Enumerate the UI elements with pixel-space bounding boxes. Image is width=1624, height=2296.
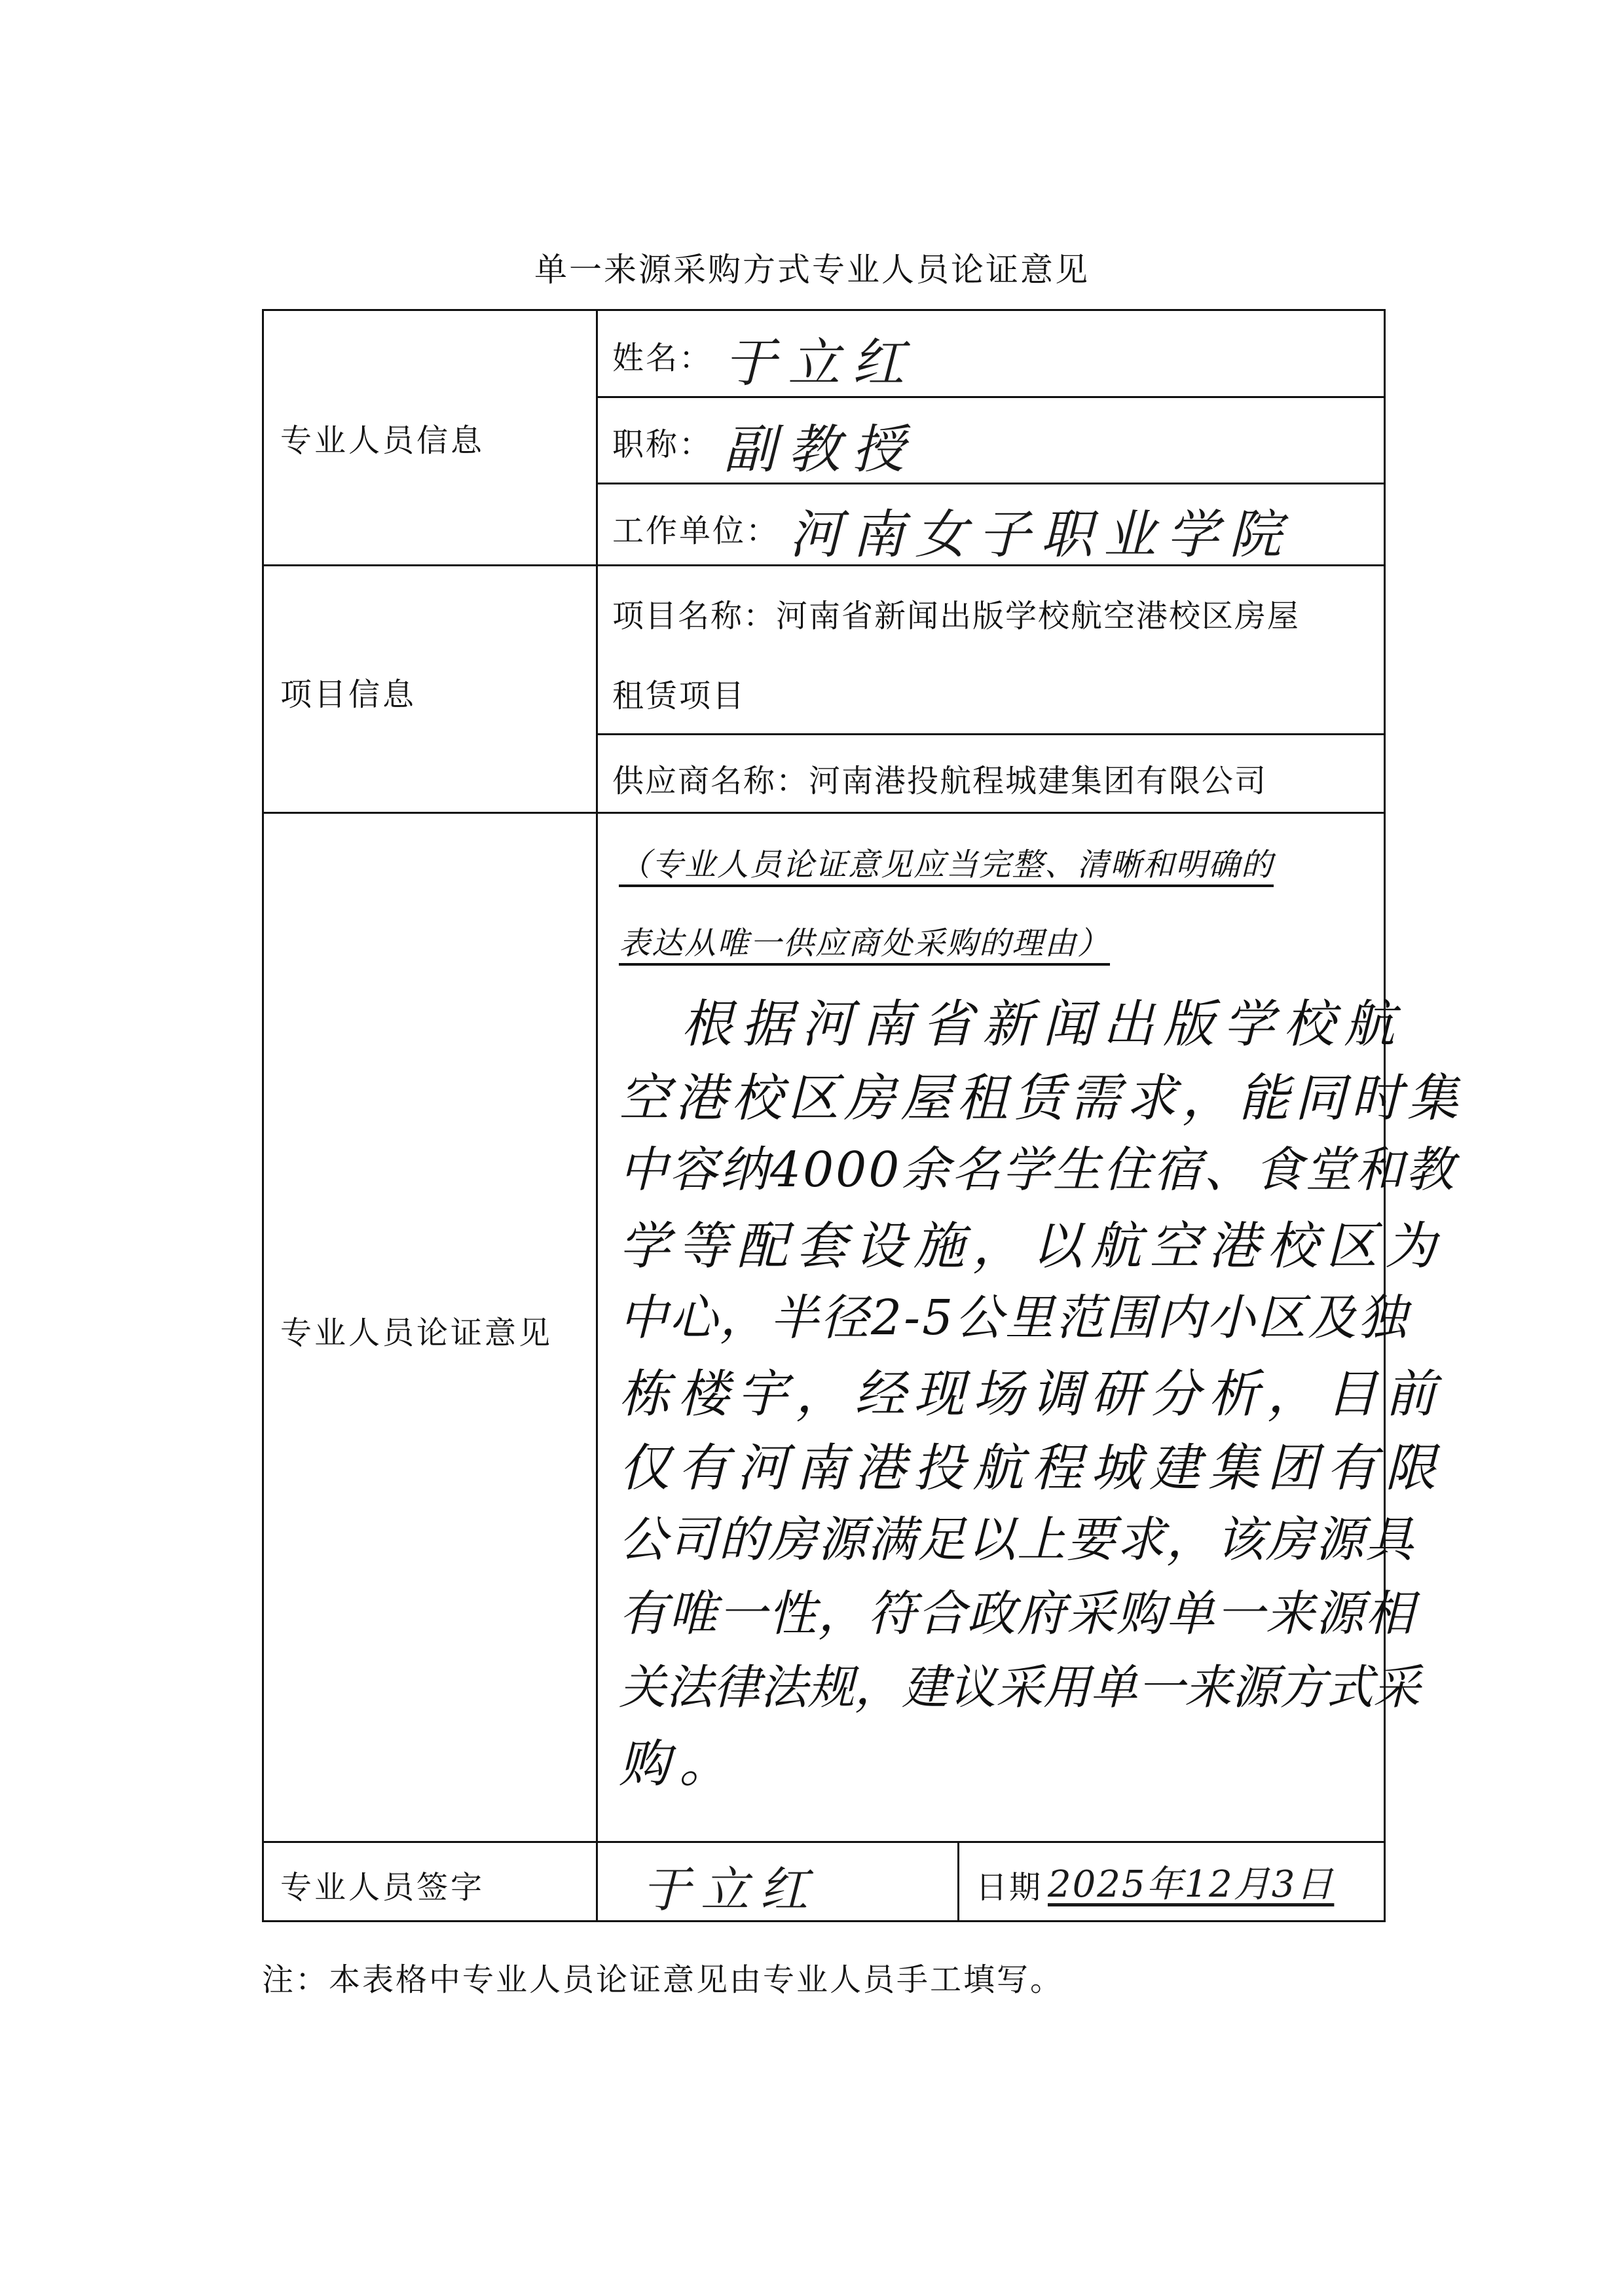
row-divider-title [596, 483, 1386, 484]
opinion-form-table [262, 309, 1464, 1922]
opinion-line: 根据河南省新闻出版学校航 [681, 995, 1405, 1054]
form-title: 单一来源采购方式专业人员论证意见 [534, 251, 1090, 289]
date-handwritten: 2025年12月3日 [1048, 1863, 1335, 1906]
opinion-line: 中心，半径2-5公里范围内小区及独 [619, 1290, 1409, 1346]
table-border-left [262, 309, 264, 1922]
opinion-line: 中容纳4000余名学生住宿、食堂和教 [619, 1142, 1456, 1198]
opinion-content [596, 812, 1464, 1841]
job-title-label: 职称： [612, 426, 713, 463]
name-label: 姓名： [612, 340, 713, 376]
job-title-handwritten: 副教授 [724, 419, 916, 480]
opinion-line: 学等配套设施，以航空港校区为 [619, 1217, 1445, 1276]
table-border-bottom [262, 1920, 1386, 1922]
signature-handwritten: 于立红 [642, 1862, 819, 1918]
row-divider-name [596, 396, 1386, 398]
opinion-line: 有唯一性，符合政府采购单一来源相 [619, 1586, 1415, 1642]
supplier-name: 供应商名称：河南港投航程城建集团有限公司 [612, 763, 1268, 799]
employer-label: 工作单位： [612, 513, 780, 549]
opinion-line: 购。 [619, 1735, 740, 1794]
date-label: 日期 [976, 1869, 1043, 1906]
signature-label: 专业人员签字 [280, 1869, 485, 1906]
date-column-divider [957, 1841, 959, 1922]
opinion-line: 关法律法规，建议采用单一来源方式采 [619, 1660, 1421, 1715]
opinion-line: 公司的房源满足以上要求，该房源具 [619, 1512, 1415, 1568]
opinion-line: 栋楼宇，经现场调研分析，目前 [619, 1365, 1445, 1424]
row-divider-section3 [262, 1841, 1386, 1843]
row-divider-project [596, 733, 1386, 735]
instruction-line1: （专业人员论证意见应当完整、清晰和明确的 [619, 847, 1274, 883]
project-name-line1: 项目名称：河南省新闻出版学校航空港校区房屋 [612, 598, 1301, 634]
footnote: 注：本表格中专业人员论证意见由专业人员手工填写。 [262, 1961, 1064, 1998]
personnel-info-label: 专业人员信息 [280, 422, 485, 459]
instruction-line2: 表达从唯一供应商处采购的理由） [619, 925, 1111, 962]
opinion-line: 空港校区房屋租赁需求，能同时集 [619, 1069, 1464, 1128]
opinion-line: 仅有河南港投航程城建集团有限 [619, 1439, 1445, 1498]
name-handwritten: 于立红 [724, 333, 916, 393]
project-info-label: 项目信息 [280, 676, 417, 713]
employer-handwritten: 河南女子职业学院 [789, 504, 1292, 565]
opinion-label: 专业人员论证意见 [280, 1315, 553, 1351]
project-name-line2: 租赁项目 [612, 678, 747, 714]
table-border-top [262, 309, 1386, 311]
